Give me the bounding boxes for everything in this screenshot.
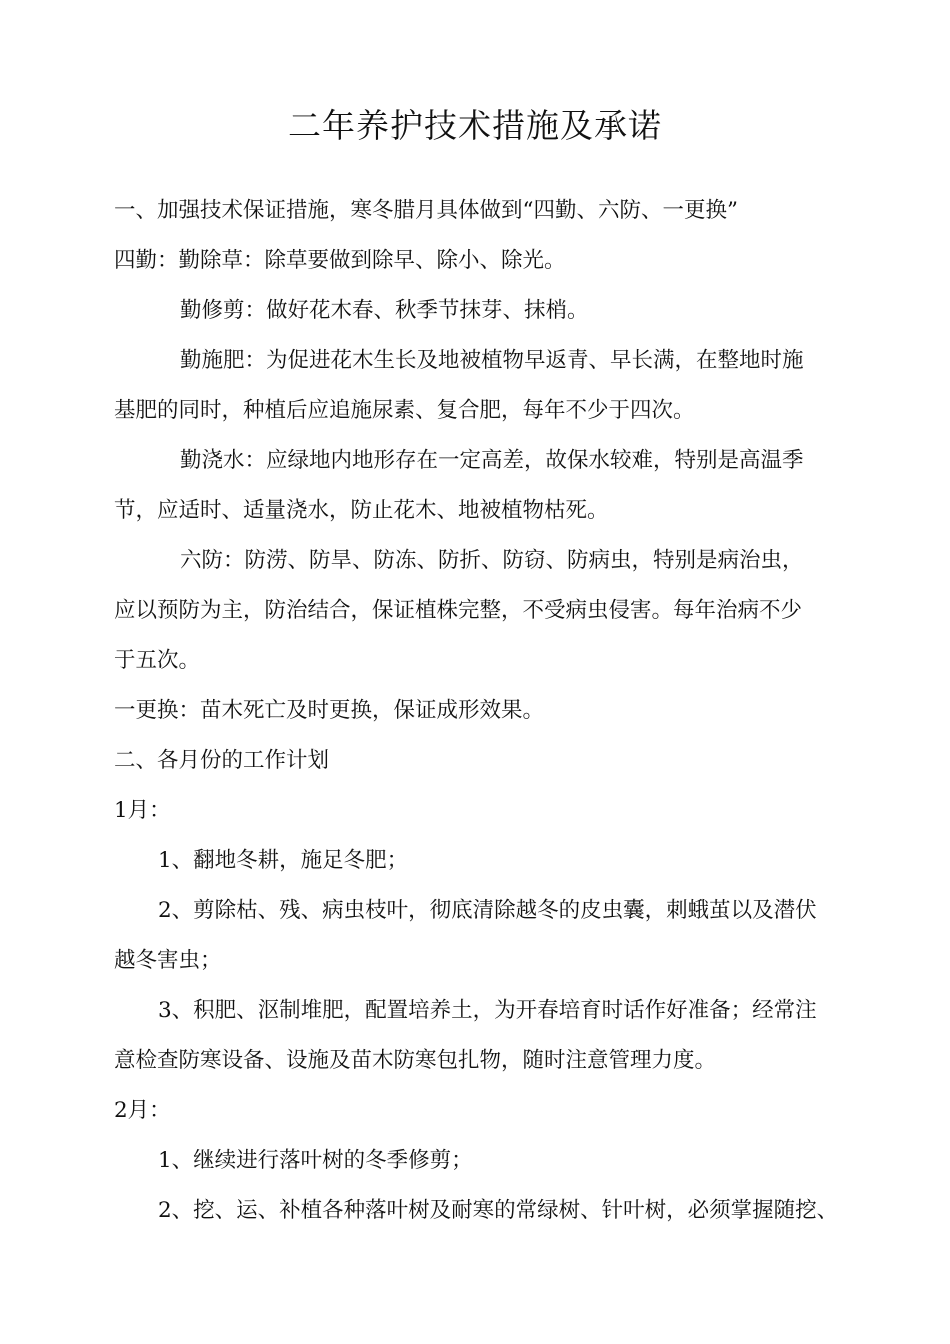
- paragraph-line: 一更换：苗木死亡及时更换，保证成形效果。: [114, 698, 545, 723]
- list-item: 1、翻地冬耕，施足冬肥；: [158, 848, 409, 873]
- list-item: 2、挖、运、补植各种落叶树及耐寒的常绿树、针叶树，必须掌握随挖、: [158, 1198, 839, 1223]
- paragraph-line: 四勤：勤除草：除草要做到除早、除小、除光。: [114, 248, 566, 273]
- document-title: 二年养护技术措施及承诺: [288, 106, 662, 145]
- paragraph-line: 勤浇水：应绿地内地形存在一定高差，故保水较难，特别是高温季: [180, 448, 804, 473]
- month-heading-january: 1月：: [114, 798, 171, 823]
- list-item: 1、继续进行落叶树的冬季修剪；: [158, 1148, 473, 1173]
- paragraph-line: 节，应适时、适量浇水，防止花木、地被植物枯死。: [114, 498, 609, 523]
- month-heading-february: 2月：: [114, 1098, 171, 1123]
- section-heading-2: 二、各月份的工作计划: [114, 748, 330, 773]
- list-item-continuation: 越冬害虫；: [114, 948, 222, 973]
- list-item: 2、剪除枯、残、病虫枝叶，彻底清除越冬的皮虫囊，刺蛾茧以及潜伏: [158, 898, 817, 923]
- paragraph-line: 勤施肥：为促进花木生长及地被植物早返青、早长满，在整地时施: [180, 348, 804, 373]
- paragraph-line: 基肥的同时，种植后应追施尿素、复合肥，每年不少于四次。: [114, 398, 695, 423]
- paragraph-line: 六防：防涝、防旱、防冻、防折、防窃、防病虫，特别是病治虫，: [180, 548, 804, 573]
- list-item-continuation: 意检查防寒设备、设施及苗木防寒包扎物，随时注意管理力度。: [114, 1048, 717, 1073]
- paragraph-line: 勤修剪：做好花木春、秋季节抹芽、抹梢。: [180, 298, 589, 323]
- paragraph-line: 于五次。: [114, 648, 201, 673]
- paragraph-line: 应以预防为主，防治结合，保证植株完整，不受病虫侵害。每年治病不少: [114, 598, 803, 623]
- section-heading-1: 一、加强技术保证措施，寒冬腊月具体做到“四勤、六防、一更换”: [114, 198, 738, 223]
- list-item: 3、积肥、沤制堆肥，配置培养土，为开春培育时话作好准备；经常注: [158, 998, 817, 1023]
